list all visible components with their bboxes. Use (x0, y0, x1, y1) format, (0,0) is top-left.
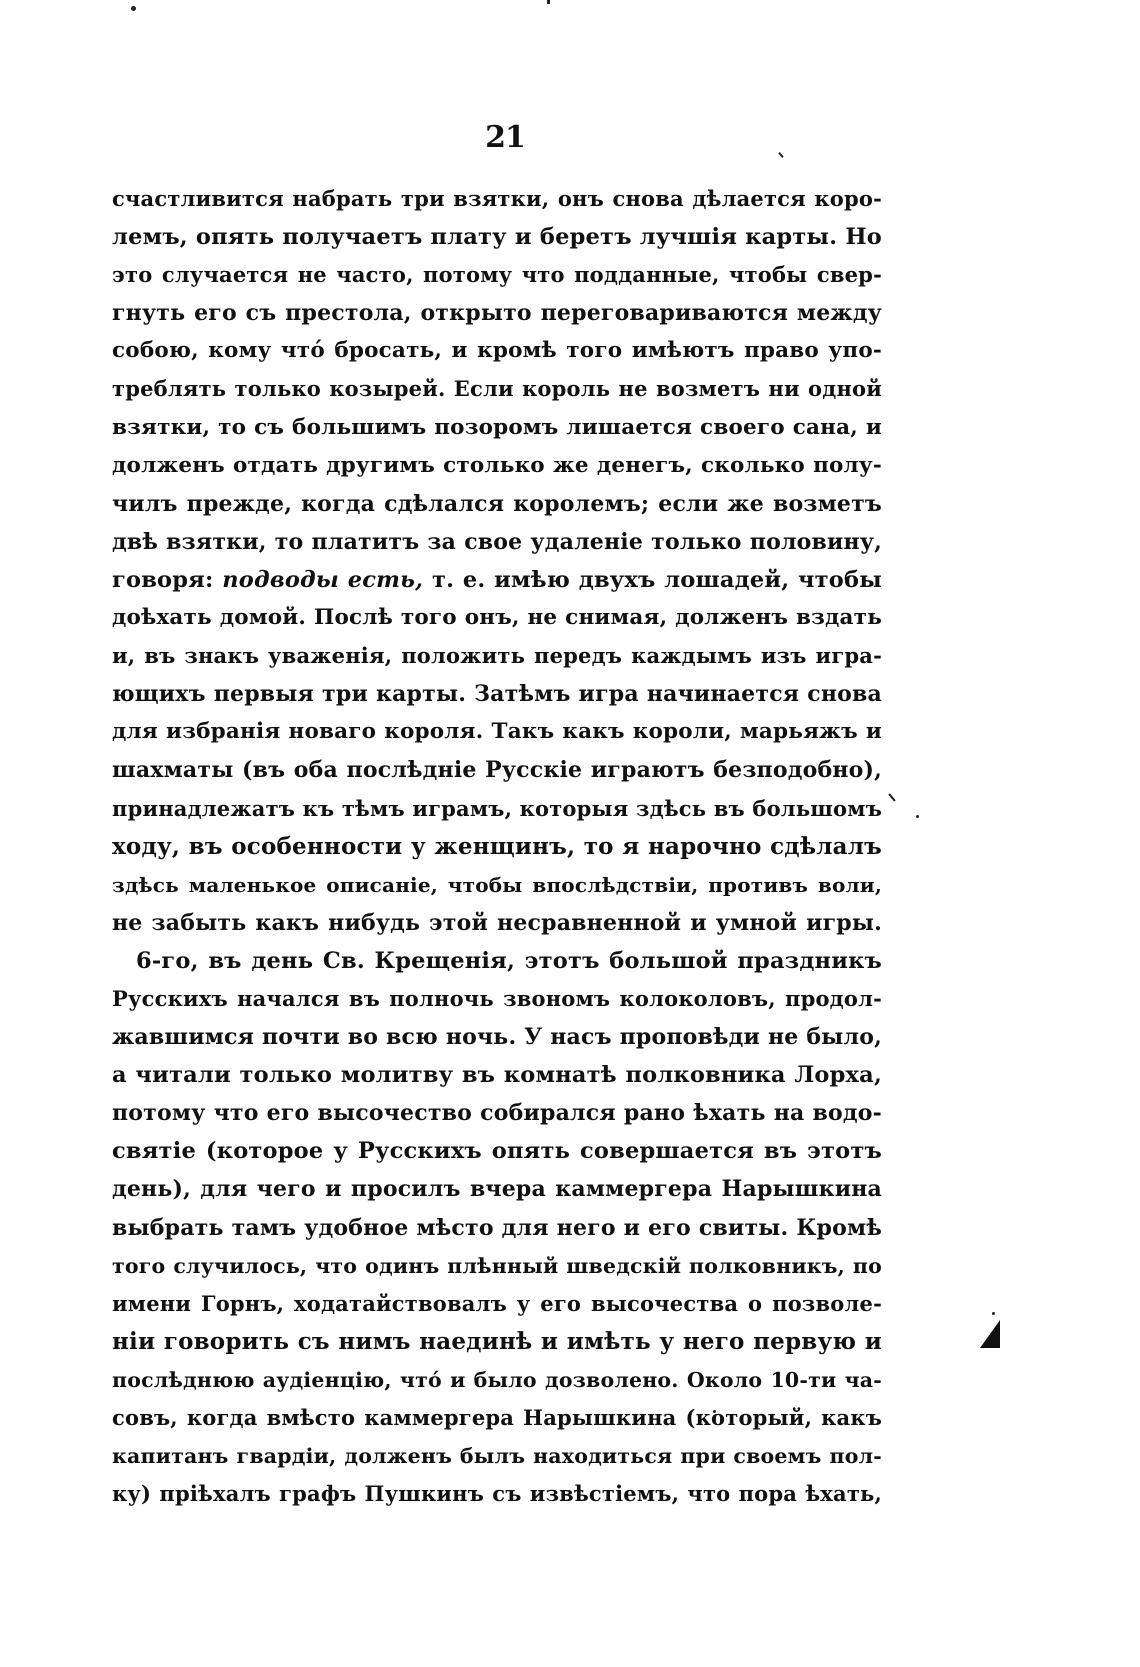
italic-phrase: подводы есть, (222, 566, 424, 593)
text-line: треблять только козырей. Если король не возметъ ни одной (112, 376, 882, 402)
text-line: принадлежатъ къ тѣмъ играмъ, которыя здѣсь въ большомъ (112, 795, 882, 821)
ink-speck (992, 1312, 995, 1315)
text-line: взятки, то съ большимъ позоромъ лишается своего сана, и (112, 414, 882, 440)
text-line: совъ, когда вмѣсто каммергера Нарышкина (который, какъ (112, 1405, 882, 1430)
text-line: гнуть его съ престола, открыто переговариваются между (112, 300, 882, 327)
paragraph-start-line: 6-го, въ день Св. Крещенія, этотъ большой праздникъ (136, 947, 882, 974)
text-line: собою, кому что́ бросать, и кромѣ того имѣютъ право упо- (112, 338, 882, 364)
text-line: того случилось, что одинъ плѣнный шведскій полковникъ, по (112, 1253, 882, 1278)
text-line: послѣднюю аудіенцію, что́ и было дозволено. Около 10-ти ча- (112, 1367, 882, 1392)
text-line: ющихъ первыя три карты. Затѣмъ игра начинается снова (112, 681, 882, 708)
text-line: для избранія новаго короля. Такъ какъ короли, марьяжъ и (112, 719, 882, 745)
text-line: потому что его высочество собирался рано ѣхать на водо- (112, 1100, 882, 1127)
text-line: лемъ, опять получаетъ плату и беретъ лучшія карты. Но (112, 224, 882, 251)
text-line: ку) пріѣхалъ графъ Пушкинъ съ извѣстіемъ, что пора ѣхать, (112, 1481, 882, 1507)
text-line: ніи говорить съ нимъ наединѣ и имѣть у него первую и (112, 1327, 882, 1355)
ink-speck (547, 0, 550, 4)
text-line: день), для чего и просилъ вчера каммергера Нарышкина (112, 1176, 882, 1203)
ink-blot (980, 1320, 1000, 1348)
text-line: Русскихъ начался въ полночь звономъ колоколовъ, продол- (112, 985, 882, 1011)
text-line: это случается не часто, потому что подданные, чтобы свер- (112, 262, 882, 288)
ink-speck (888, 793, 895, 801)
text-line: счастливится набрать три взятки, онъ снова дѣлается коро- (112, 186, 882, 211)
text-line: святіе (которое у Русскихъ опять совершается въ этотъ (112, 1138, 882, 1165)
ink-speck (916, 815, 919, 818)
text-line: двѣ взятки, то платитъ за свое удаленіе только половину, (112, 528, 882, 555)
text-line: жавшимся почти во всю ночь. У насъ проповѣди не было, (112, 1024, 882, 1051)
text-line: капитанъ гвардіи, долженъ былъ находиться при своемъ пол- (112, 1444, 882, 1469)
text-line: доѣхать домой. Послѣ того онъ, не снимая, долженъ вздать (112, 605, 882, 631)
text-line: здѣсь маленькое описаніе, чтобы впослѣдствіи, противъ воли, (112, 872, 882, 897)
text-line: долженъ отдать другимъ столько же денегъ, сколько полу- (112, 452, 882, 478)
page-number: 21 (485, 120, 525, 155)
text-line: ходу, въ особенности у женщинъ, то я нарочно сдѣлалъ (112, 832, 882, 860)
text-line: имени Горнъ, ходатайствовалъ у его высочества о позволе- (112, 1290, 882, 1316)
body-text (112, 180, 882, 1513)
text-segment: т. е. имѣю двухъ лошадей, чтобы (431, 566, 882, 593)
text-line: и, въ знакъ уваженія, положить передъ каждымъ изъ игра- (112, 643, 882, 669)
text-line: чилъ прежде, когда сдѣлался королемъ; если же возметъ (112, 490, 882, 517)
text-segment: говоря: (112, 566, 214, 593)
text-line: выбрать тамъ удобное мѣсто для него и его свиты. Кромѣ (112, 1214, 882, 1241)
text-line: не забыть какъ нибудь этой несравненной и умной игры. (112, 909, 882, 936)
text-line-mixed (112, 561, 882, 599)
ink-speck (131, 6, 136, 11)
text-line: шахматы (въ оба послѣдніе Русскіе играютъ безподобно), (112, 757, 882, 784)
text-line: а читали только молитву въ комнатѣ полковника Лорха, (112, 1062, 882, 1089)
